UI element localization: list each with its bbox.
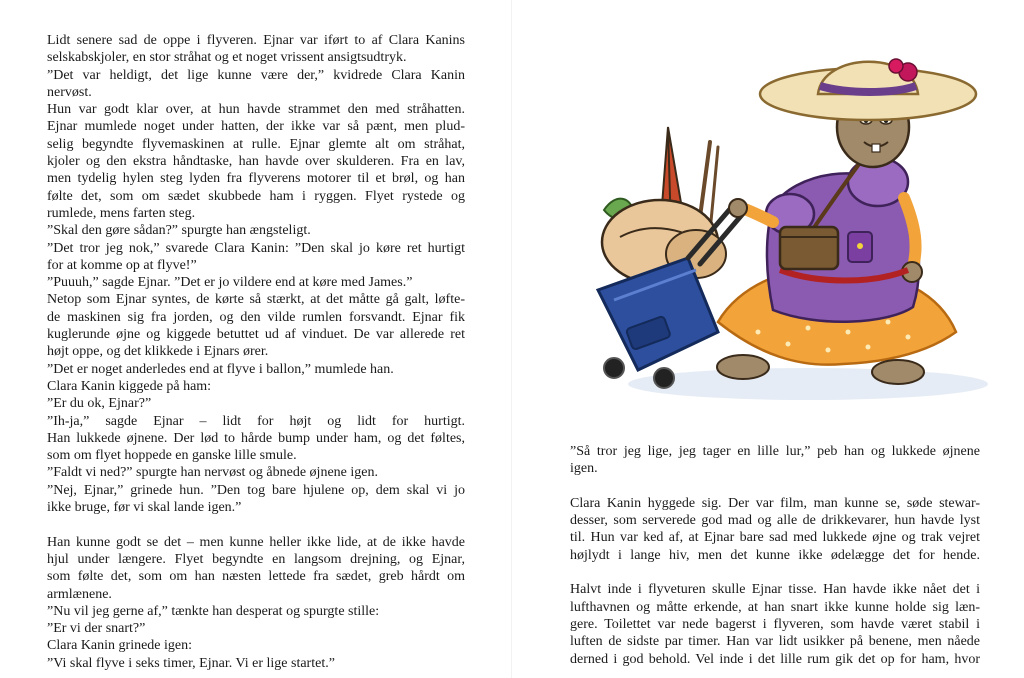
text-line: Ejnar mumlede noget under hatten, der ikke var så pænt, men plud-: [47, 119, 465, 135]
text-line: som om flyet hoppede en ganske lille smule.: [47, 448, 297, 464]
text-line: igen.: [570, 461, 598, 477]
text-line: Lidt senere sad de oppe i flyveren. Ejnar var iført to af Clara Kanins: [47, 33, 465, 48]
text-line: som følte det, som om han næsten lettede fra sædet, greb hårdt om: [47, 569, 465, 585]
text-line: men tydelig hylen steg lyden fra flyverens motorer til et brøl, og han: [47, 171, 465, 187]
text-line: Clara Kanin hyggede sig. Der var film, man kunne se, søde stewar-: [570, 495, 980, 511]
text-line: ”Er vi der snart?”: [47, 621, 146, 637]
text-line: Netop som Ejnar syntes, de kørte så stærkt, at det måtte gå galt, løfte-: [47, 292, 465, 308]
text-line: ”Faldt vi ned?” spurgte han nervøst og åbnede øjnene igen.: [47, 465, 378, 481]
text-line: Halvt inde i flyveturen skulle Ejnar tisse. Han havde ikke nået det i: [570, 582, 980, 598]
left-page-text: [47, 32, 465, 672]
text-line: ”Puuuh,” sagde Ejnar. ”Det er jo vildere end at køre med James.”: [47, 275, 413, 291]
page-gutter: [511, 0, 512, 678]
text-line: rumlede, mens farten steg.: [47, 205, 196, 221]
text-line: armlænene.: [47, 586, 112, 602]
text-line: hjul under længere. Flyet begyndte en langsom drejning, og Ejnar,: [47, 551, 465, 567]
text-line: gere. Toilettet var nede bagerst i flyveren, som havde været stabil i: [570, 616, 980, 632]
text-line: ”Ih-ja,” sagde Ejnar – lidt for højt og lidt for hurtigt.: [47, 413, 465, 429]
rabbit-illustration-icon: [568, 32, 988, 412]
text-line: nervøst.: [47, 84, 92, 100]
text-line: Clara Kanin kiggede på ham:: [47, 378, 212, 394]
text-line: desser, som serverede god mad og alle de drikkevarer, hun havde lyst: [570, 513, 980, 529]
text-line: selig begyndte flyvemaskinen at rulle. Ejnar glemte alt om stråhat,: [47, 136, 465, 152]
rabbit-luggage-illustration: [568, 32, 988, 412]
right-page-text: [570, 443, 980, 668]
text-line: kjoler og den ekstra håndtaske, han havde over skulderen. Fra en lav,: [47, 154, 465, 170]
text-line: følte det, som om sædet skubbede ham i ryggen. Flyet rystede og: [47, 188, 465, 204]
text-line: ”Vi skal flyve i seks timer, Ejnar. Vi er lige startet.”: [47, 655, 335, 671]
text-line: ”Nej, Ejnar,” grinede hun. ”Den tog bare hjulene op, dem skal vi jo: [47, 482, 465, 498]
text-line: de maskinen sig fra jorden, og den vilde rumlen forsvandt. Ejnar fik: [47, 309, 465, 325]
text-line: ”Det tror jeg nok,” svarede Clara Kanin: ”Den skal jo køre ret hurtigt: [47, 240, 465, 256]
text-line: højt oppe, og det klikkede i Ejnars ører.: [47, 344, 269, 360]
text-line: kuglerunde øjne og kiggede betuttet ud af vinduet. De var allerede ret: [47, 327, 465, 343]
text-line: luften de sidste par timer. Han var lidt usikker på benene, men nåede: [570, 634, 980, 650]
text-line: Han kunne godt se det – men kunne heller ikke lide, at de ikke havde: [47, 534, 465, 550]
text-line: ”Er du ok, Ejnar?”: [47, 396, 152, 412]
text-line: ”Nu vil jeg gerne af,” tænkte han desperat og spurgte stille:: [47, 603, 380, 619]
text-line: lufthavnen og måtte erkende, at han snart ikke kunne holde sig læn-: [570, 599, 980, 615]
text-line: derned i god behold. Vel inde i det lille rum gik det op for ham, hvor: [570, 651, 980, 667]
text-line: Han lukkede øjnene. Der lød to hårde bump under ham, og det føltes,: [47, 430, 465, 446]
text-line: selskabskjoler, en stor stråhat og et noget vrissent ansigtsudtryk.: [47, 50, 407, 66]
text-line: ”Det er noget anderledes end at flyve i ballon,” mumlede han.: [47, 361, 394, 377]
text-line: ”Det var heldigt, det lige kunne være der,” kvidrede Clara Kanin: [47, 67, 465, 83]
text-line: for at komme op at flyve!”: [47, 257, 197, 273]
text-line: [570, 478, 980, 495]
text-line: [47, 516, 465, 533]
text-line: ikke bruge, før vi skal lande igen.”: [47, 500, 242, 516]
text-line: ”Så tror jeg lige, jeg tager en lille lur,” peb han og lukkede øjnene: [570, 444, 980, 459]
text-line: Clara Kanin grinede igen:: [47, 638, 193, 654]
text-line: [570, 564, 980, 581]
text-line: ”Skal den gøre sådan?” spurgte han ængsteligt.: [47, 223, 311, 239]
text-line: højlydt i lange hiv, men det kunne ikke ødelægge det for hende.: [570, 547, 980, 563]
text-line: til. Hun var ked af, at Ejnar bare sad med lukkede øjne og trak vejret: [570, 530, 980, 546]
text-line: Hun var godt klar over, at hun havde strammet den med stråhatten.: [47, 102, 465, 118]
